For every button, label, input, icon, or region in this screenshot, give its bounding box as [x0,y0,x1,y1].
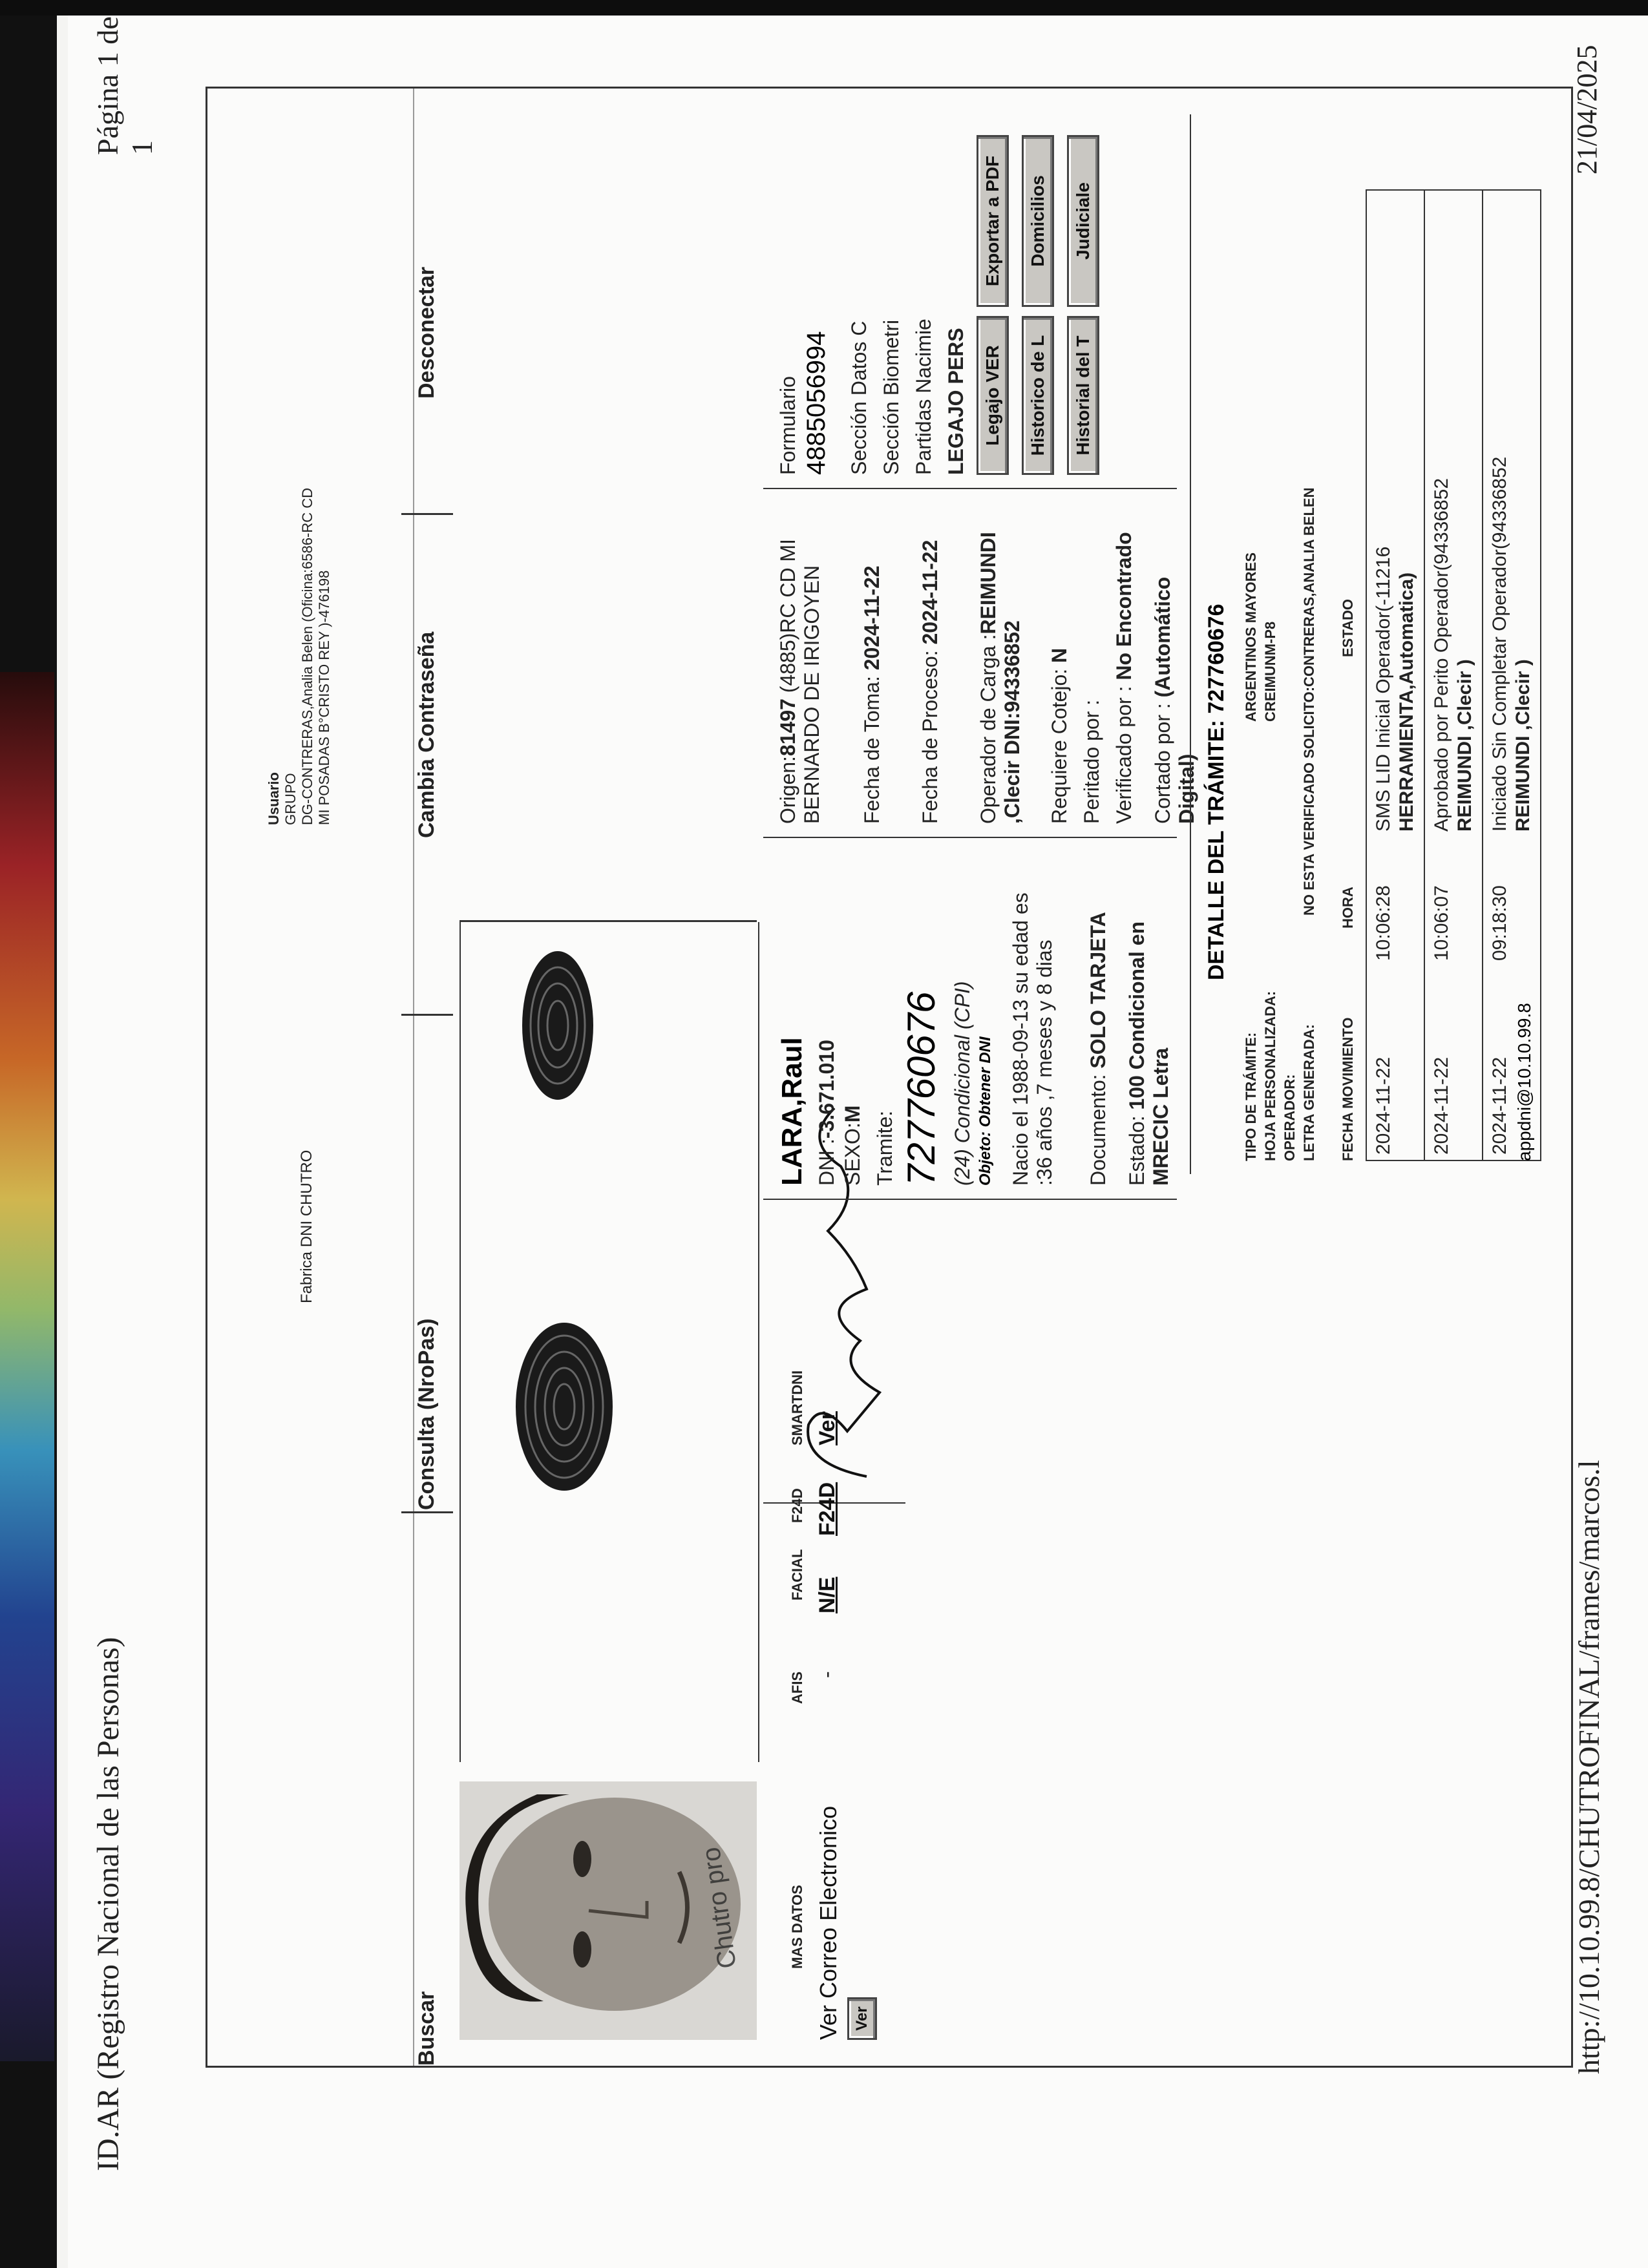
menu-sep-1 [401,1511,453,1513]
menu-buscar[interactable]: Buscar [414,1991,439,2066]
historial-button[interactable]: Historial del T [1067,316,1099,475]
row-fecha: 2024-11-22 [1431,1056,1452,1155]
f24d-link[interactable]: F24D [815,1482,840,1536]
fabrica-label: Fabrica DNI CHUTRO [298,1150,315,1303]
operador-det-label: OPERADOR: [1282,1074,1298,1161]
estado-line [1125,888,1173,1186]
facial-label: FACIAL [789,1549,805,1601]
exportar-pdf-button[interactable]: Exportar a PDF [977,135,1009,307]
cotejo-label: Requiere Cotejo: [1048,668,1071,824]
app-window [206,87,1573,2068]
menu-desconectar[interactable]: Desconectar [414,266,439,399]
row-estado [1372,547,1419,832]
operador-value: REIMUNDI ,Clecir DNI:94336852 [977,532,1024,824]
nacio: Nacio el 1988-09-13 su edad es :36 años ,7 meses y 8 dias [1009,892,1056,1186]
row-fecha: 2024-11-22 [1489,1056,1510,1155]
menu-cambia-contrasena[interactable]: Cambia Contraseña [414,631,439,838]
toma-line [860,514,884,824]
row-estado-line1: SMS LID Inicial Operador(-11216 [1373,546,1394,832]
formulario-item-biometria[interactable]: Sección Biometri [880,319,903,475]
domicilios-button[interactable]: Domicilios [1022,135,1054,307]
judiciales-button[interactable]: Judiciale [1067,135,1099,307]
operador-line [977,514,1024,824]
menu-sep-3 [401,513,453,515]
user-group: GRUPO [282,773,299,825]
afis-value: - [815,1671,838,1678]
formulario-box [763,113,1177,489]
estado-value: 100 Condicional en MRECIC Letra [1125,921,1172,1186]
row-fecha: 2024-11-22 [1373,1056,1394,1155]
cortado-label: Cortado por : [1151,703,1174,824]
row-estado-line1: Aprobado por Perito Operador(94336852 [1431,478,1452,832]
col-estado: ESTADO [1340,598,1356,657]
fp-divider [460,920,757,922]
cotejo-line [1048,648,1072,824]
estado-label: Estado: [1125,1115,1148,1186]
cortado-value: (Automático Digital) [1151,576,1198,824]
table-row [1367,191,1425,1160]
hoja-value: CREIMUNM-P8 [1262,621,1278,722]
tramite-number: 727760676 [900,991,943,1186]
col-hora: HORA [1340,887,1356,929]
footer-url: http://10.10.99.8/CHUTROFINAL/frames/marcos.l [1572,1460,1605,2074]
afis-label: AFIS [789,1671,805,1704]
ver-correo-label: Ver Correo Electronico [815,1805,841,2040]
user-office: MI POSADAS B°CRISTO REY )-476198 [316,570,332,825]
verificado-value: No Encontrado [1112,532,1136,680]
operador-label: Operador de Carga : [977,634,1000,824]
page-number: Página 1 de 1 [91,16,158,155]
sexo-value: M [841,1105,864,1123]
smartdni-link[interactable]: Ver [815,1411,840,1445]
verificado-line [1112,514,1136,824]
origen-num: 81497 [776,698,799,757]
row-estado-line2: REIMUNDI ,Clecir ) [1512,659,1534,832]
row-hora: 09:18:30 [1489,885,1510,961]
row-hora: 10:06:28 [1373,885,1394,961]
row-estado-line2: HERRAMIENTA,Automatica) [1396,572,1417,832]
menu-consulta[interactable]: Consulta (NroPas) [414,1318,439,1510]
documento-value: SOLO TARJETA [1086,912,1110,1069]
row-estado [1430,478,1477,832]
proceso-label: Fecha de Proceso: [918,650,942,824]
facial-value: N/E [815,1577,840,1613]
condicional: (24) Condicional (CPI) [951,981,974,1186]
menu-sep-2 [401,1014,453,1016]
user-info [266,488,333,825]
row-hora: 10:06:07 [1431,885,1452,961]
smartdni-label: SMARTDNI [789,1370,805,1445]
proceso-line [918,514,942,824]
footer-date: 21/04/2025 [1571,45,1603,174]
fingerprint-left [506,1310,622,1504]
formulario-label: Formulario [776,376,799,475]
watermark: Chutro pro [697,1845,742,1971]
verificado-label: Verificado por : [1112,686,1136,824]
letra-value: NO ESTA VERIFICADO SOLICITO:CONTRERAS,ANALIA BELEN [1301,487,1317,916]
fingerprint-panel [460,922,759,1762]
cotejo-value: N [1048,647,1071,663]
table-row [1425,191,1483,1160]
letra-label: LETRA GENERADA: [1301,1024,1317,1161]
formulario-item-partidas[interactable]: Partidas Nacimie [912,319,935,475]
documento-label: Documento: [1086,1074,1110,1186]
origen-code: (4885) [776,633,799,693]
dni-value: -3.671.010 [815,1040,838,1139]
tipo-value: ARGENTINOS MAYORES [1243,552,1259,722]
dni-label: DNI : [815,1139,838,1186]
page-header-title: ID.AR (Registro Nacional de las Personas) [91,1637,125,2171]
formulario-item-datos[interactable]: Sección Datos C [847,320,871,475]
f24d-label: F24D [789,1488,805,1523]
row-estado-line1: Iniciado Sin Completar Operador(94336852 [1489,456,1510,832]
origen-label: Origen: [776,756,799,824]
documento-line [1086,912,1110,1186]
tramite-label: Tramite: [873,1110,896,1186]
formulario-item-legajo[interactable]: LEGAJO PERS [944,328,967,475]
tipo-label: TIPO DE TRÁMITE: [1243,1032,1259,1161]
appdni-label: appdni@10.10.99.8 [1514,1003,1534,1161]
toma-value: 2024-11-22 [860,565,883,671]
formulario-number: 4885056994 [802,331,830,475]
hoja-label: HOJA PERSONALIZADA: [1262,991,1278,1161]
user-name: DG-CONTRERAS,Analia Belen (Oficina:6586-RC CD [299,487,315,825]
peritado-label: Peritado por : [1080,699,1103,824]
detalle-panel [1190,114,1553,1174]
row-estado-line2: REIMUNDI ,Clecir ) [1454,659,1475,832]
person-box [763,876,1177,1200]
row-estado [1488,457,1535,832]
objeto: Objeto: Obtener DNI [977,1036,994,1186]
fingerprint-right [512,935,603,1116]
dni-line [815,1040,839,1186]
col-fecha: FECHA MOVIMIENTO [1340,1017,1356,1161]
origen-box [763,501,1198,838]
user-label: Usuario [266,772,282,825]
toma-label: Fecha de Toma: [860,676,883,824]
historico-button[interactable]: Historico de L [1022,316,1054,475]
ver-correo-button[interactable]: Ver [847,1997,877,2040]
origen-line [776,514,824,824]
proceso-value: 2024-11-22 [918,540,942,645]
person-name: LARA,Raul [776,1037,808,1186]
legajo-ver-button[interactable]: Legajo VER [977,316,1009,475]
detalle-title: DETALLE DEL TRÁMITE: 727760676 [1204,604,1229,980]
sexo-label: SEXO: [841,1122,864,1186]
main-panel [453,89,1565,2066]
sexo-line [841,1106,865,1186]
mas-datos-label: MAS DATOS [789,1885,805,1969]
origen-rest: RC CD MI BERNARDO DE IRIGOYEN [776,538,823,824]
